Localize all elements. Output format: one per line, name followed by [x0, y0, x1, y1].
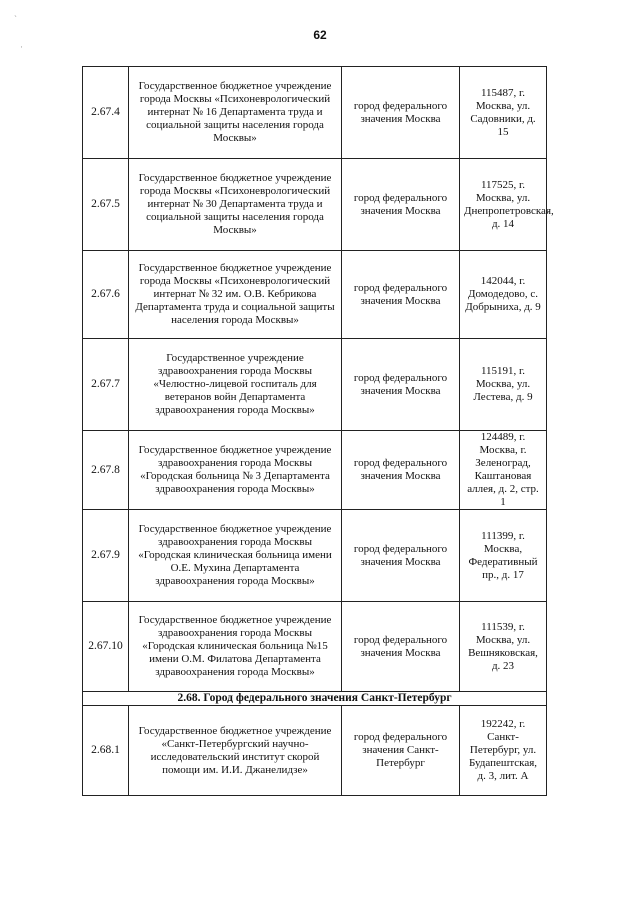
region-cell: город федерального значения Санкт-Петербург: [342, 706, 460, 796]
table-row: [83, 339, 547, 431]
region-cell: город федерального значения Москва: [342, 602, 460, 692]
address-cell: 117525, г. Москва, ул. Днепропетровская, д. 14: [460, 159, 547, 251]
institution-name: Государственное бюджетное учреждение города Москвы «Психоневрологический интернат № 30 Департамента труда и социальной защиты населения города Москвы»: [129, 159, 342, 251]
address-cell: 192242, г. Санкт-Петербург, ул. Будапештская, д. 3, лит. А: [460, 706, 547, 796]
region-cell: город федерального значения Москва: [342, 251, 460, 339]
table-row: [83, 67, 547, 159]
institution-name: Государственное бюджетное учреждение города Москвы «Психоневрологический интернат № 16 Департамента труда и социальной защиты населения города Москвы»: [129, 67, 342, 159]
address-cell: 115487, г. Москва, ул. Садовники, д. 15: [460, 67, 547, 159]
row-number: 2.67.9: [83, 510, 129, 602]
institution-name: Государственное бюджетное учреждение города Москвы «Психоневрологический интернат № 32 им. О.В. Кебрикова Департамента труда и социальной защиты населения города Москвы»: [129, 251, 342, 339]
section-heading: 2.68. Город федерального значения Санкт-Петербург: [83, 692, 547, 706]
row-number: 2.67.4: [83, 67, 129, 159]
table-row: [83, 706, 547, 796]
table-row: [83, 159, 547, 251]
address-cell: 115191, г. Москва, ул. Лестева, д. 9: [460, 339, 547, 431]
institutions-table: [82, 66, 554, 796]
page-number: 62: [313, 28, 327, 42]
address-cell: 142044, г. Домодедово, с. Добрыниха, д. 9: [460, 251, 547, 339]
section-row: [83, 692, 547, 706]
institution-name: Государственное бюджетное учреждение здравоохранения города Москвы «Городская больница № 3 Департамента здравоохранения города Москвы»: [129, 431, 342, 510]
address-cell: 111539, г. Москва, ул. Вешняковская, д. 23: [460, 602, 547, 692]
region-cell: город федерального значения Москва: [342, 510, 460, 602]
address-cell: 111399, г. Москва, Федеративный пр., д. 17: [460, 510, 547, 602]
row-number: 2.68.1: [83, 706, 129, 796]
region-cell: город федерального значения Москва: [342, 67, 460, 159]
institution-name: Государственное бюджетное учреждение «Санкт-Петербургский научно-исследовательский институт скорой помощи им. И.И. Джанелидзе»: [129, 706, 342, 796]
institution-name: Государственное учреждение здравоохранения города Москвы «Челюстно-лицевой госпиталь для ветеранов войн Департамента здравоохранения города Москвы»: [129, 339, 342, 431]
scan-speck: ·: [20, 42, 23, 52]
scan-speck: ˋ: [14, 14, 17, 24]
institution-name: Государственное бюджетное учреждение здравоохранения города Москвы «Городская клиническая больница №15 имени О.М. Филатова Департамента здравоохранения города Москвы»: [129, 602, 342, 692]
institution-name: Государственное бюджетное учреждение здравоохранения города Москвы «Городская клиническая больница имени О.Е. Мухина Департамента здравоохранения города Москвы»: [129, 510, 342, 602]
region-cell: город федерального значения Москва: [342, 159, 460, 251]
table-row: [83, 510, 547, 602]
region-cell: город федерального значения Москва: [342, 431, 460, 510]
row-number: 2.67.7: [83, 339, 129, 431]
row-number: 2.67.10: [83, 602, 129, 692]
region-cell: город федерального значения Москва: [342, 339, 460, 431]
row-number: 2.67.5: [83, 159, 129, 251]
address-cell: 124489, г. Москва, г. Зеленоград, Каштановая аллея, д. 2, стр. 1: [460, 431, 547, 510]
row-number: 2.67.8: [83, 431, 129, 510]
table-row: [83, 431, 547, 510]
table-row: [83, 602, 547, 692]
table-row: [83, 251, 547, 339]
row-number: 2.67.6: [83, 251, 129, 339]
